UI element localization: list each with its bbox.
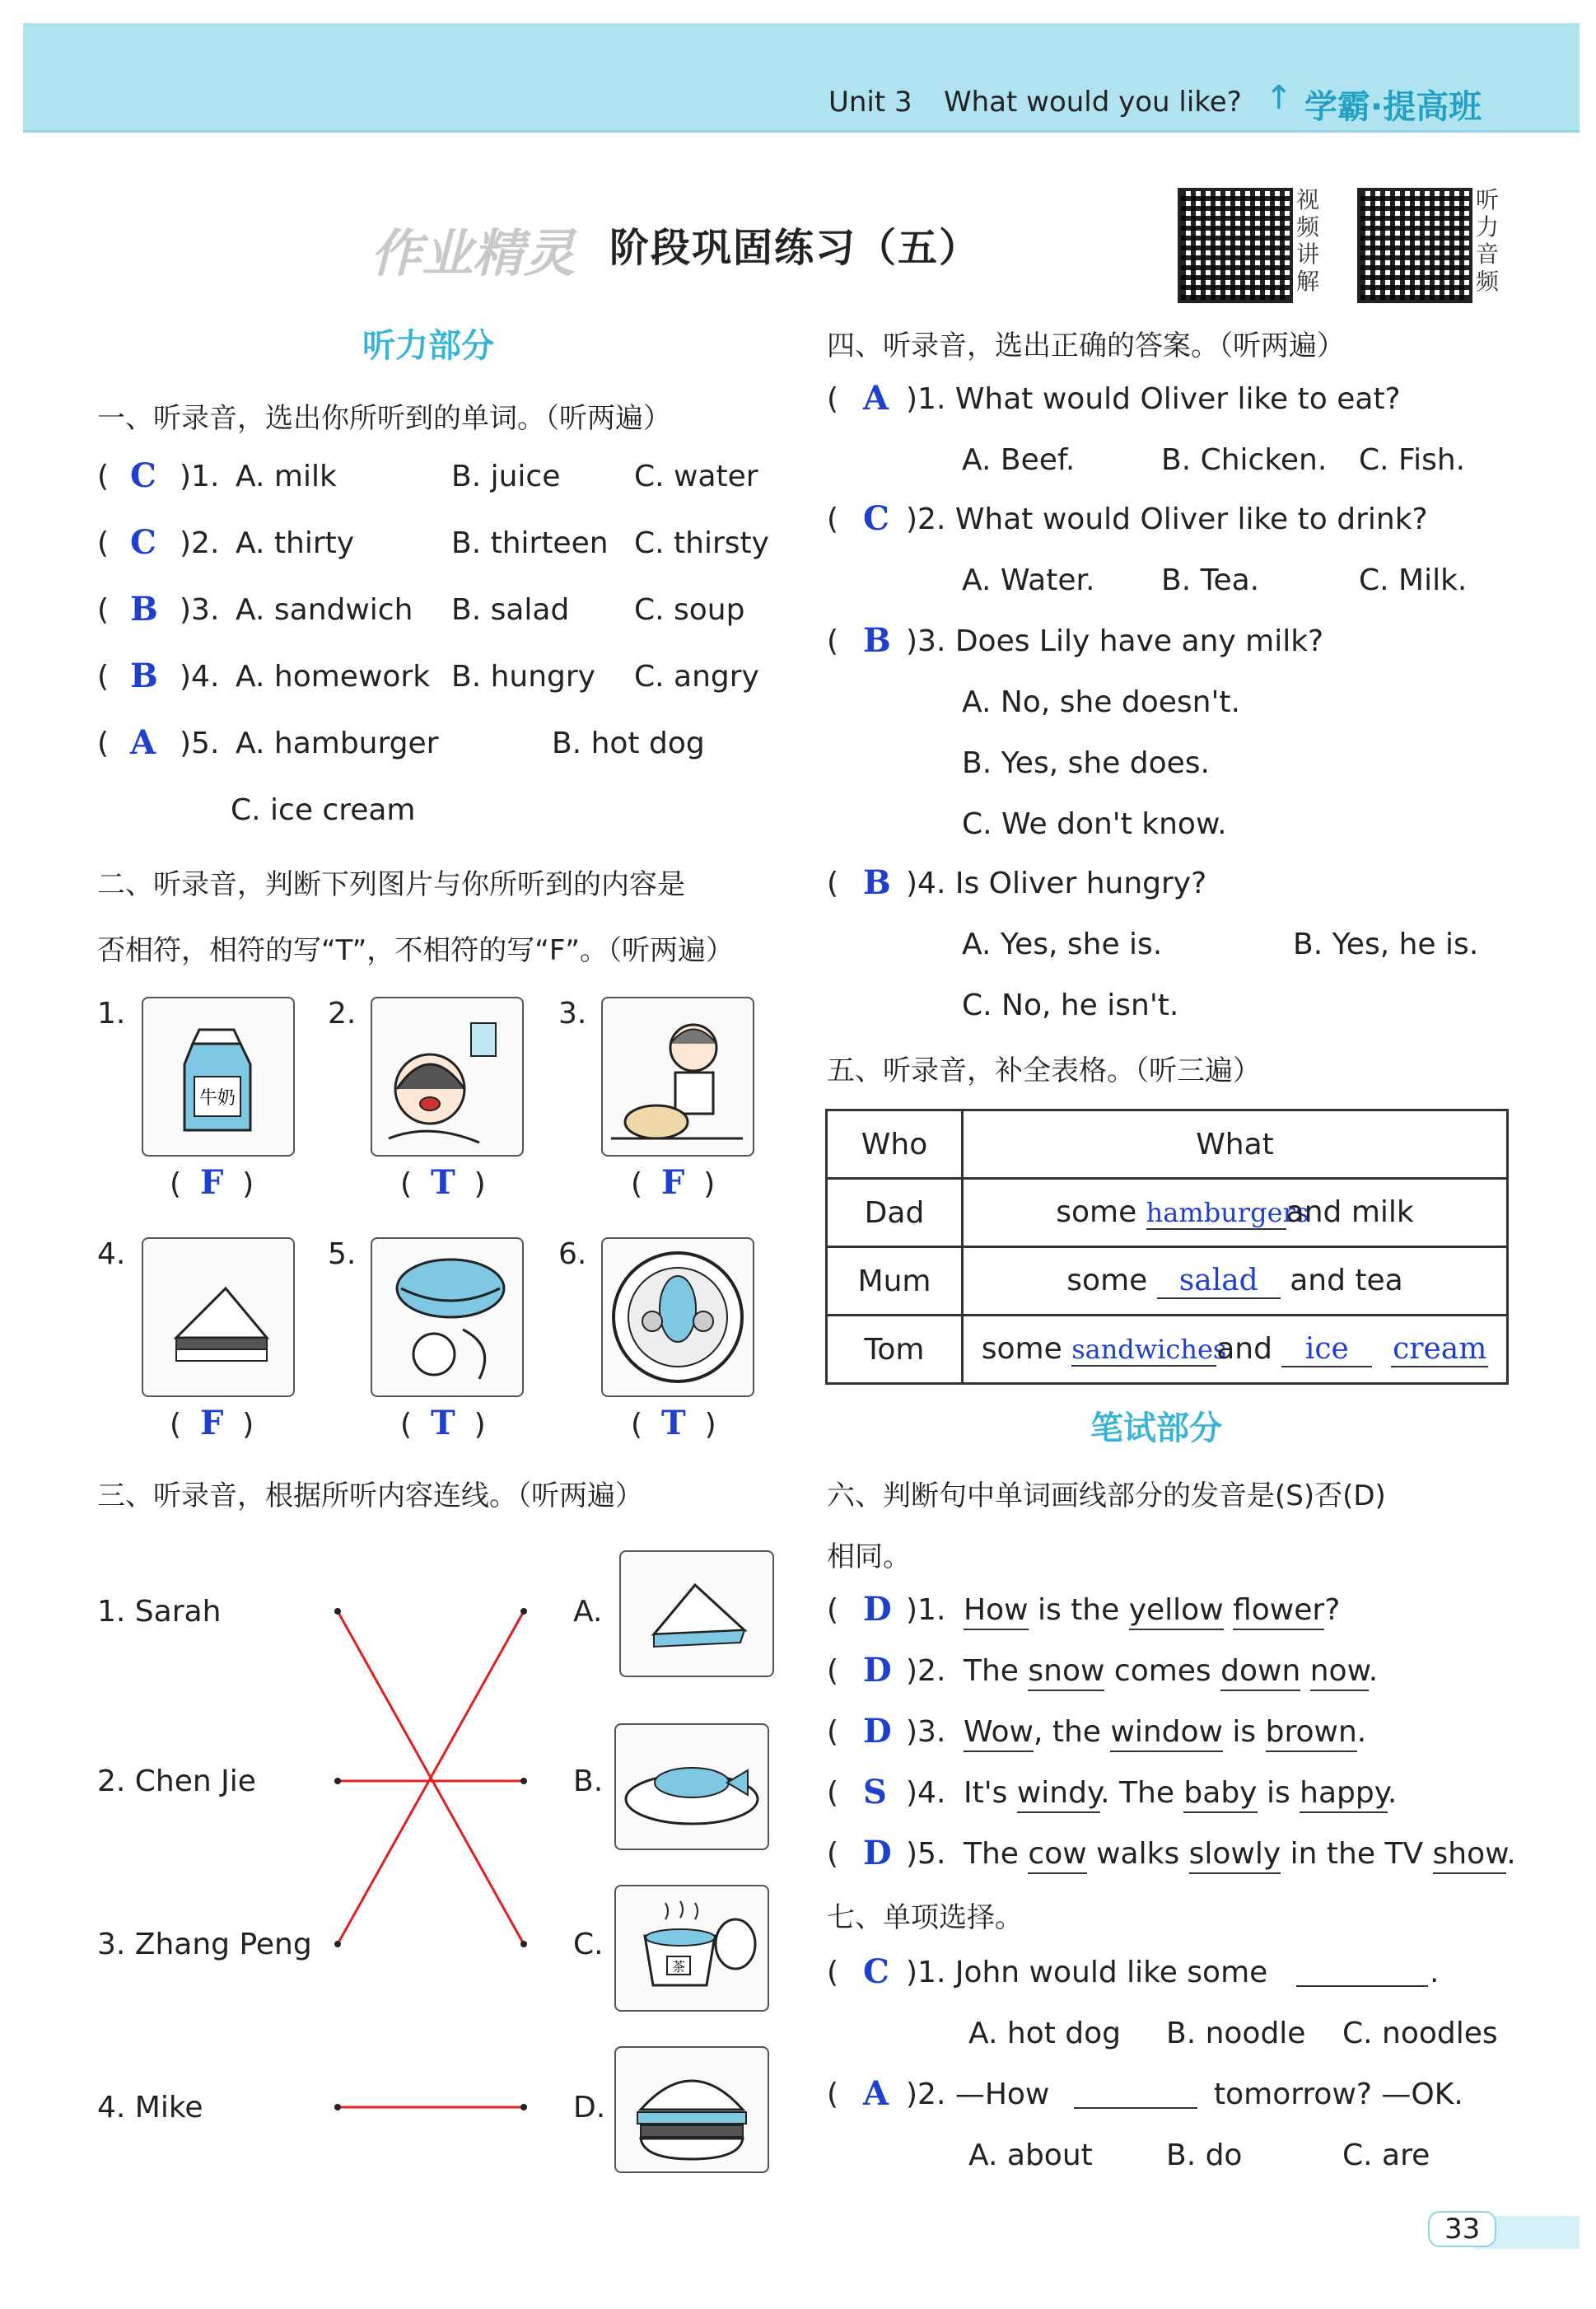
boy-chicken-icon — [603, 998, 753, 1155]
underlined-word: baby — [1183, 1776, 1257, 1813]
s4-answer: B — [863, 863, 891, 902]
s6-answer: D — [863, 1590, 892, 1629]
underlined-word: snow — [1028, 1654, 1104, 1691]
s1-answer: B — [130, 590, 158, 629]
s4-item-4: ( B )4. Is Oliver hungry? A. Yes, she is. B. Yes, he is. C. No, he isn't. — [827, 863, 1479, 1022]
s6-answer: D — [863, 1651, 892, 1690]
col-what: What — [963, 1110, 1508, 1179]
s6-sentence: The cow walks slowly in the TV show. — [964, 1837, 1516, 1871]
brand-logo: 学霸·提高班 — [1304, 88, 1482, 126]
underlined-word: yellow — [1129, 1593, 1224, 1630]
page-number: 33 — [1428, 2211, 1496, 2247]
s2-num-1: 1. — [97, 997, 126, 1031]
row-who: Mum — [827, 1247, 963, 1316]
underlined-word: brown — [1266, 1715, 1357, 1752]
s5-table — [825, 1109, 1509, 1385]
underlined-word: flower — [1233, 1593, 1324, 1630]
unit-label: Unit 3 — [828, 86, 912, 119]
watermark: 作业精灵 — [371, 223, 576, 283]
salad-plate-picture — [601, 1237, 754, 1397]
s3-letter-b: B. — [573, 1764, 604, 1798]
s7-heading: 七、单项选择。 — [827, 1901, 1023, 1934]
underlined-word: down — [1220, 1654, 1300, 1691]
underlined-word: How — [964, 1593, 1029, 1630]
s7-item-1: ( C )1. John would like some . A. hot dog B. noodle C. noodles — [827, 1952, 1498, 2050]
milk-carton-picture — [142, 997, 295, 1157]
col-who: Who — [827, 1110, 963, 1179]
qr-audio[interactable] — [1357, 188, 1472, 303]
s1-answer: B — [130, 657, 158, 695]
arrow-up-icon: ↑ — [1265, 79, 1293, 117]
s2-answer-6: ( T ) — [631, 1404, 716, 1442]
qr-video[interactable] — [1178, 188, 1293, 303]
underlined-word: slowly — [1189, 1837, 1281, 1874]
s1-item-3: ( B )3. A. sandwich B. salad C. soup — [97, 590, 745, 629]
fill-blank[interactable]: cream — [1393, 1331, 1487, 1366]
fill-blank[interactable]: hamburgers — [1146, 1197, 1309, 1228]
s2-answer-5: ( T ) — [400, 1404, 486, 1442]
milk-label: 牛奶 — [198, 1088, 236, 1109]
underlined-word: happy — [1300, 1776, 1388, 1813]
s3-letter-d: D. — [573, 2091, 606, 2124]
table-header-row — [827, 1110, 1508, 1179]
s6-answer: D — [863, 1712, 892, 1750]
underlined-word: cow — [1028, 1837, 1086, 1874]
s1-item-5: ( A )5. A. hamburger B. hot dog C. ice cream — [97, 723, 705, 827]
row-who: Tom — [827, 1316, 963, 1384]
qr-video-label: 视 频 讲 解 — [1296, 186, 1320, 295]
s2-answer-4: ( F ) — [170, 1404, 254, 1442]
table-row — [827, 1179, 1508, 1247]
answer-blank[interactable] — [1296, 1956, 1428, 1987]
answer-blank[interactable] — [1074, 2078, 1197, 2109]
s1-item-1: ( C )1. A. milk B. juice C. water — [97, 456, 758, 495]
s6-item-5: ( D )5. The cow walks slowly in the TV show. — [827, 1834, 1516, 1872]
s6-heading-1: 六、判断句中单词画线部分的发音是(S)否(D) — [827, 1479, 1386, 1512]
boy-chicken-picture — [601, 997, 754, 1157]
salad-plate-icon — [603, 1239, 753, 1395]
s3-tea-cup-picture — [614, 1885, 769, 2012]
s6-item-2: ( D )2. The snow comes down now. — [827, 1651, 1379, 1690]
fruit-picture — [371, 1237, 524, 1397]
underlined-word: now — [1310, 1654, 1369, 1691]
fill-blank[interactable]: sandwiches — [1071, 1333, 1227, 1365]
s1-heading: 一、听录音，选出你所听到的单词。（听两遍） — [97, 402, 671, 435]
s2-num-6: 6. — [558, 1237, 587, 1271]
s3-fish-plate-picture — [614, 1723, 769, 1850]
writing-section-title: 笔试部分 — [1090, 1409, 1222, 1447]
fruit-icon — [372, 1239, 522, 1395]
s4-answer: B — [863, 621, 891, 660]
thirsty-girl-icon — [372, 998, 522, 1155]
s1-item-2: ( C )2. A. thirty B. thirteen C. thirsty — [97, 523, 769, 562]
s3-name-3: 3. Zhang Peng — [97, 1928, 312, 1961]
s2-answer-2: ( T ) — [400, 1163, 486, 1202]
fill-blank[interactable]: ice — [1281, 1332, 1372, 1367]
tea-label: 茶 — [671, 1959, 686, 1975]
row-what: some sandwichesand ice cream — [963, 1316, 1508, 1384]
s5-heading: 五、听录音，补全表格。（听三遍） — [827, 1054, 1261, 1087]
s6-answer: D — [863, 1834, 892, 1872]
tea-cup-icon — [616, 1886, 768, 2010]
milk-carton-icon — [143, 998, 293, 1155]
s4-answer: C — [863, 499, 889, 538]
s7-item-2: ( A )2. —How tomorrow? —OK. A. about B. do C. are — [827, 2074, 1463, 2172]
s2-num-5: 5. — [328, 1237, 357, 1271]
s3-name-2: 2. Chen Jie — [97, 1764, 256, 1798]
underlined-word: show — [1433, 1837, 1507, 1874]
row-what: some hamburgersand milk — [963, 1179, 1508, 1247]
row-who: Dad — [827, 1179, 963, 1247]
page-title: 阶段巩固练习（五） — [609, 225, 981, 271]
s3-sandwich-picture — [619, 1550, 774, 1677]
s3-hamburger-picture — [614, 2046, 769, 2173]
s6-heading-2: 相同。 — [827, 1540, 911, 1573]
unit-title: What would you like? — [944, 86, 1242, 119]
s6-sentence: The snow comes down now. — [964, 1654, 1378, 1688]
s6-item-3: ( D )3. Wow, the window is brown. — [827, 1712, 1367, 1750]
s6-answer: S — [863, 1773, 887, 1811]
s2-num-2: 2. — [328, 997, 357, 1031]
row-what: some salad and tea — [963, 1247, 1508, 1316]
s4-item-2: ( C )2. What would Oliver like to drink? A. Water. B. Tea. C. Milk. — [827, 499, 1468, 597]
sandwich-picture — [142, 1237, 295, 1397]
sandwich-icon — [621, 1552, 772, 1676]
s1-answer: A — [130, 723, 156, 762]
s2-heading-2: 否相符，相符的写“T”，不相符的写“F”。（听两遍） — [97, 934, 735, 967]
header-line — [23, 130, 1580, 133]
s2-num-4: 4. — [97, 1237, 126, 1271]
s3-letter-c: C. — [573, 1928, 604, 1961]
s6-sentence: Wow, the window is brown. — [964, 1715, 1366, 1749]
table-row — [827, 1247, 1508, 1316]
s1-answer: C — [130, 523, 156, 562]
s4-item-3: ( B )3. Does Lily have any milk? A. No, she doesn't. B. Yes, she does. C. We don't know. — [827, 621, 1324, 841]
s4-item-1: ( A )1. What would Oliver like to eat? A. Beef. B. Chicken. C. Fish. — [827, 379, 1466, 477]
hamburger-icon — [616, 2048, 768, 2171]
fish-plate-icon — [616, 1725, 768, 1849]
s1-item-4: ( B )4. A. homework B. hungry C. angry — [97, 657, 759, 695]
qr-audio-label: 听 力 音 频 — [1476, 186, 1500, 295]
matching-lines — [329, 1598, 535, 2117]
s2-answer-1: ( F ) — [170, 1163, 254, 1202]
s2-num-3: 3. — [558, 997, 587, 1031]
fill-blank[interactable]: salad — [1157, 1264, 1281, 1299]
s3-letter-a: A. — [573, 1595, 603, 1629]
s7-answer: C — [863, 1952, 889, 1991]
s1-answer: C — [130, 456, 156, 495]
s6-sentence: It's windy. The baby is happy. — [964, 1776, 1397, 1810]
table-row — [827, 1316, 1508, 1384]
s6-item-4: ( S )4. It's windy. The baby is happy. — [827, 1773, 1398, 1811]
s3-heading: 三、听录音，根据所听内容连线。（听两遍） — [97, 1479, 643, 1512]
s7-answer: A — [863, 2074, 889, 2113]
s6-sentence: How is the yellow flower? — [964, 1593, 1340, 1627]
s3-name-1: 1. Sarah — [97, 1595, 222, 1629]
underlined-word: windy — [1017, 1776, 1100, 1813]
underlined-word: window — [1110, 1715, 1223, 1752]
s4-heading: 四、听录音，选出正确的答案。（听两遍） — [827, 330, 1345, 362]
listening-section-title: 听力部分 — [362, 327, 494, 365]
s6-item-1: ( D )1. How is the yellow flower? — [827, 1590, 1341, 1629]
s3-name-4: 4. Mike — [97, 2091, 203, 2124]
s4-answer: A — [863, 379, 889, 418]
underlined-word: Wow — [964, 1715, 1034, 1752]
s2-answer-3: ( F ) — [631, 1163, 716, 1202]
s2-heading-1: 二、听录音，判断下列图片与你所听到的内容是 — [97, 868, 685, 901]
thirsty-girl-picture — [371, 997, 524, 1157]
sandwich-icon — [143, 1239, 293, 1395]
